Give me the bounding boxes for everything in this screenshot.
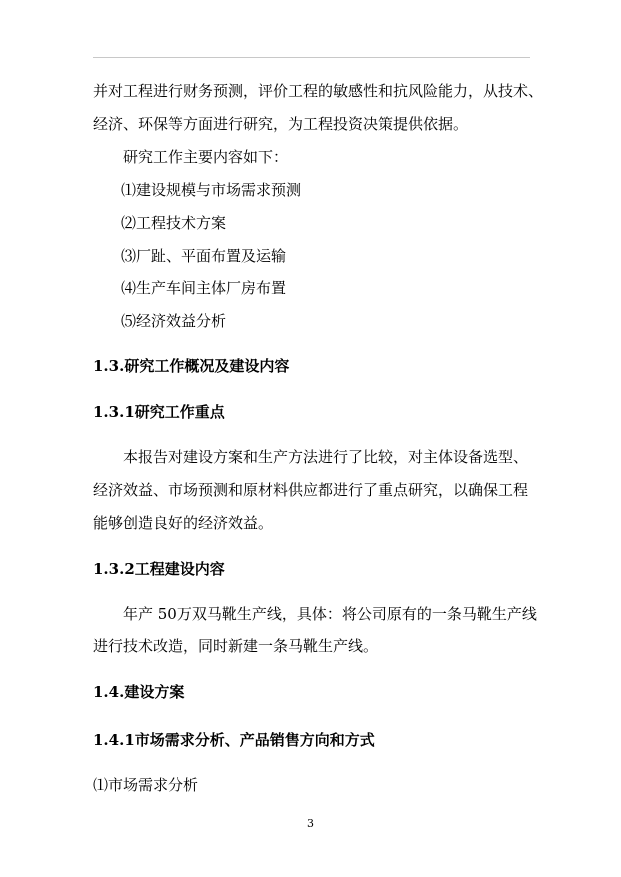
section-heading-1-3-1: 1.3.1研究工作重点 <box>93 403 225 421</box>
section-heading-1-4: 1.4.建设方案 <box>93 683 185 701</box>
section-1-3-1-line-1: 本报告对建设方案和生产方法进行了比较，对主体设备选型、 <box>123 448 529 466</box>
section-heading-1-4-1: 1.4.1市场需求分析、产品销售方向和方式 <box>93 731 375 749</box>
header-rule <box>93 57 530 58</box>
section-1-4-1-item: ⑴市场需求分析 <box>93 776 199 794</box>
section-1-3-1-line-2: 经济效益、市场预测和原材料供应都进行了重点研究，以确保工程 <box>93 481 529 499</box>
research-item: ⑵工程技术方案 <box>121 214 227 232</box>
intro-paragraph-line-2: 经济、环保等方面进行研究，为工程投资决策提供依据。 <box>93 115 469 133</box>
section-1-3-1-line-3: 能够创造良好的经济效益。 <box>93 514 274 532</box>
section-1-3-2-line-2: 进行技术改造，同时新建一条马靴生产线。 <box>93 637 379 655</box>
research-intro: 研究工作主要内容如下： <box>123 148 289 166</box>
section-heading-1-3-2: 1.3.2工程建设内容 <box>93 560 225 578</box>
section-heading-1-3: 1.3.研究工作概况及建设内容 <box>93 357 290 375</box>
research-item: ⑸经济效益分析 <box>121 312 227 330</box>
research-item: ⑷生产车间主体厂房布置 <box>121 279 287 297</box>
intro-paragraph-line-1: 并对工程进行财务预测，评价工程的敏感性和抗风险能力，从技术、 <box>93 82 544 100</box>
section-1-3-2-line-1: 年产 50万双马靴生产线，具体：将公司原有的一条马靴生产线 <box>123 605 537 623</box>
research-item: ⑴建设规模与市场需求预测 <box>121 181 302 199</box>
page-number: 3 <box>307 817 314 830</box>
research-item: ⑶厂趾、平面布置及运输 <box>121 247 287 265</box>
